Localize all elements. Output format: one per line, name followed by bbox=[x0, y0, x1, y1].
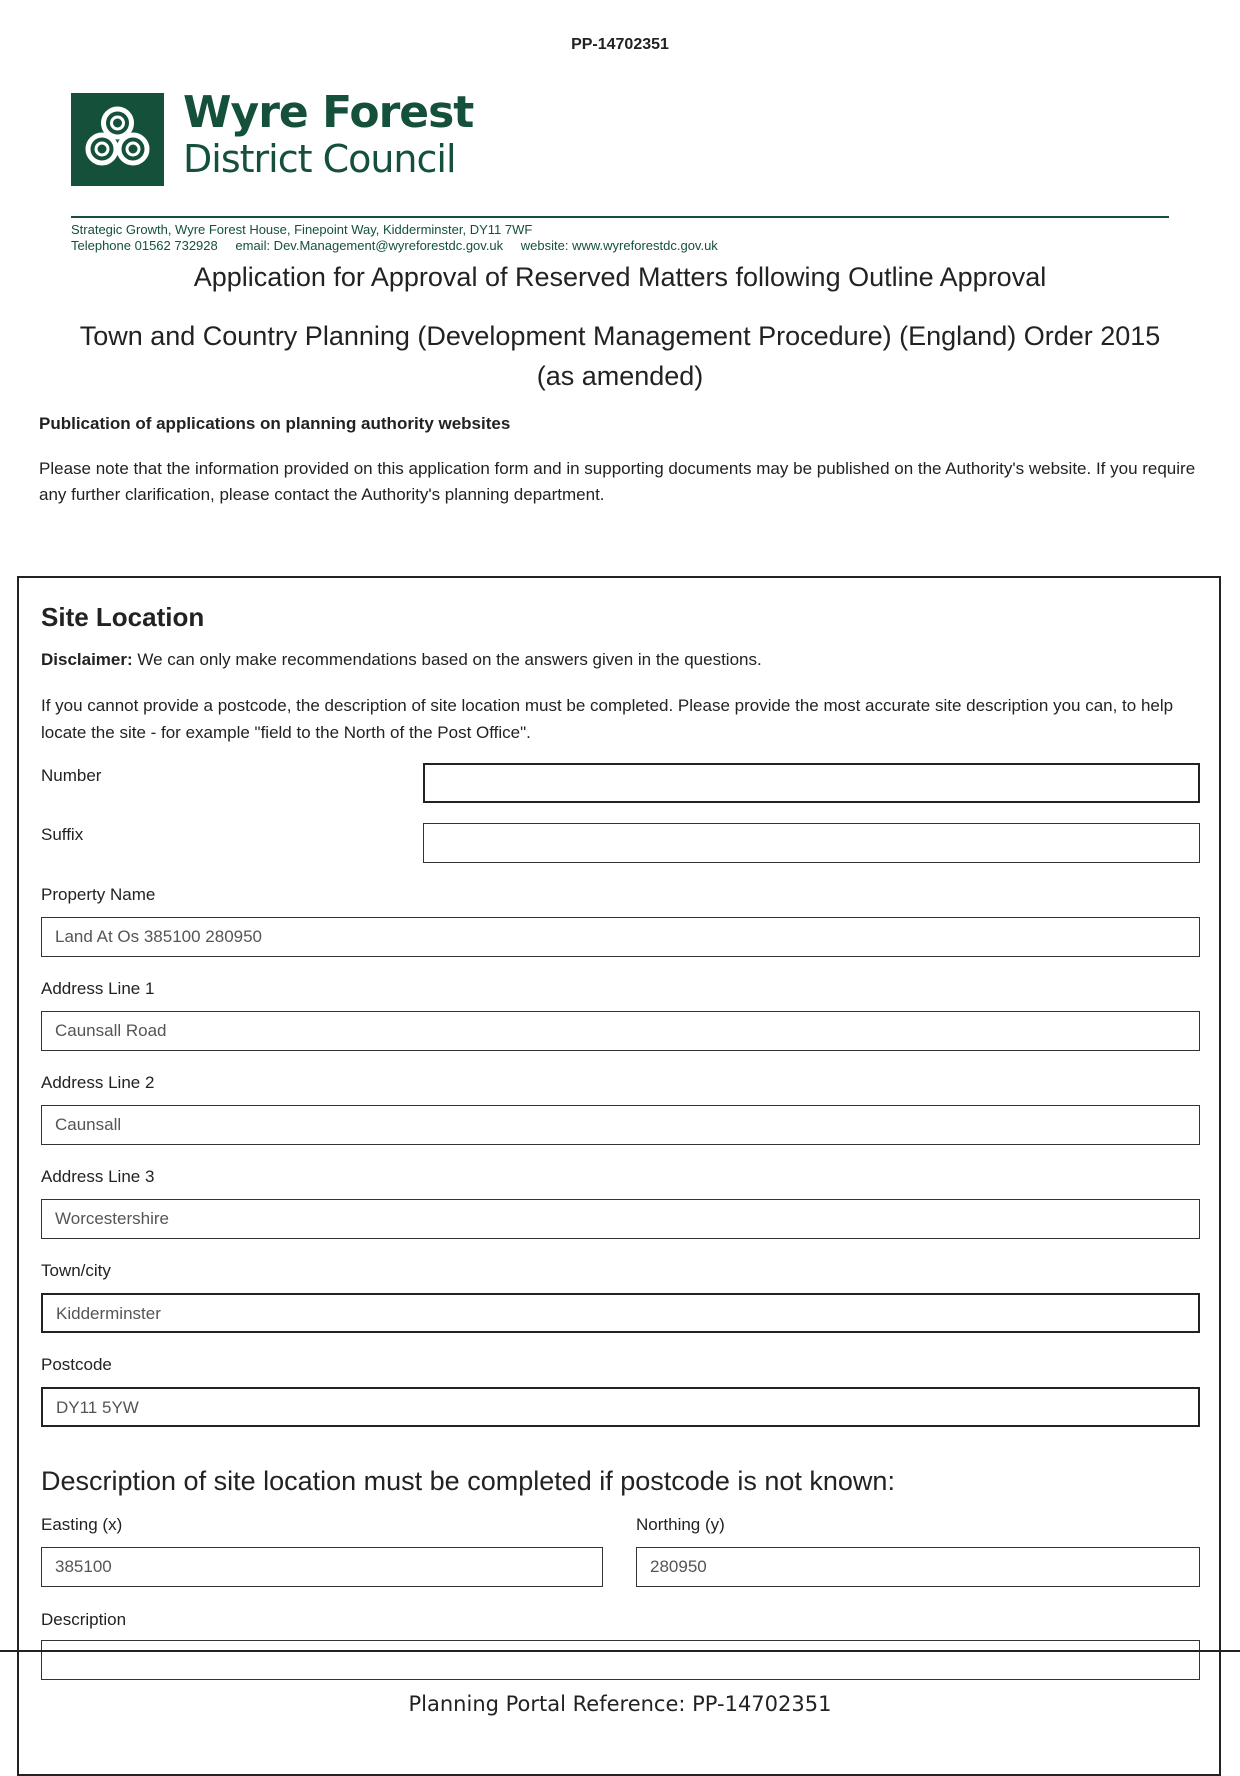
header-divider bbox=[71, 216, 1169, 218]
easting-field[interactable]: 385100 bbox=[41, 1547, 603, 1587]
town-city-field[interactable]: Kidderminster bbox=[41, 1293, 1200, 1333]
trefoil-logo-icon bbox=[71, 93, 164, 186]
description-field[interactable] bbox=[41, 1640, 1200, 1680]
council-contact-details bbox=[71, 222, 718, 254]
property-name-label: Property Name bbox=[41, 885, 156, 904]
address-line-2-field[interactable]: Caunsall bbox=[41, 1105, 1200, 1145]
description-heading: Description of site location must be completed if postcode is not known: bbox=[41, 1466, 895, 1496]
form-title: Application for Approval of Reserved Matters following Outline Approval bbox=[193, 262, 1047, 292]
logo-name-line1: Wyre Forest bbox=[183, 87, 474, 138]
address-line-1-field[interactable]: Caunsall Road bbox=[41, 1011, 1200, 1051]
site-location-panel bbox=[17, 576, 1221, 1776]
logo-name-line2: District Council bbox=[183, 137, 456, 181]
publication-heading: Publication of applications on planning authority websites bbox=[39, 414, 511, 433]
address-line-3-field[interactable]: Worcestershire bbox=[41, 1199, 1200, 1239]
contact-email: email: Dev.Management@wyreforestdc.gov.uk bbox=[235, 238, 504, 253]
disclaimer bbox=[41, 650, 762, 670]
address-line-1-label: Address Line 1 bbox=[41, 979, 155, 998]
number-label: Number bbox=[41, 766, 102, 785]
address-line-2-label: Address Line 2 bbox=[41, 1073, 155, 1092]
northing-field[interactable]: 280950 bbox=[636, 1547, 1200, 1587]
section-title: Site Location bbox=[41, 602, 205, 632]
postcode-field[interactable]: DY11 5YW bbox=[41, 1387, 1200, 1427]
postcode-label: Postcode bbox=[41, 1355, 112, 1374]
easting-label: Easting (x) bbox=[41, 1515, 123, 1534]
property-name-field[interactable]: Land At Os 385100 280950 bbox=[41, 917, 1200, 957]
address-line-3-label: Address Line 3 bbox=[41, 1167, 155, 1186]
footer-divider bbox=[0, 1650, 1240, 1652]
contact-phone: Telephone 01562 732928 bbox=[71, 238, 218, 253]
disclaimer-text: We can only make recommendations based on the answers given in the questions. bbox=[132, 650, 762, 669]
northing-label: Northing (y) bbox=[636, 1515, 725, 1534]
reference-number: PP-14702351 bbox=[571, 36, 669, 53]
contact-website: website: www.wyreforestdc.gov.uk bbox=[520, 238, 718, 253]
legislation-title: Town and Country Planning (Development Management Procedure) (England) Order 2015 (as amended) bbox=[79, 321, 1161, 391]
contact-address: Strategic Growth, Wyre Forest House, Finepoint Way, Kidderminster, DY11 7WF bbox=[71, 222, 533, 237]
footer-reference: Planning Portal Reference: PP-14702351 bbox=[408, 1692, 832, 1716]
town-city-label: Town/city bbox=[41, 1261, 111, 1280]
suffix-label: Suffix bbox=[41, 825, 84, 844]
publication-note: Please note that the information provided on this application form and in supporting documents may be published on the Authority's website. If you require any further clarification, please contact the Authority's planning department. bbox=[39, 459, 1196, 504]
description-label: Description bbox=[41, 1610, 127, 1629]
suffix-field[interactable] bbox=[423, 823, 1200, 863]
disclaimer-label: Disclaimer: bbox=[41, 650, 133, 669]
site-instructions: If you cannot provide a postcode, the description of site location must be completed. Please provide the most accurate site description you can, to help locate the site - for example "field to the North of the Post Office". bbox=[41, 696, 1174, 742]
number-field[interactable] bbox=[423, 763, 1200, 803]
